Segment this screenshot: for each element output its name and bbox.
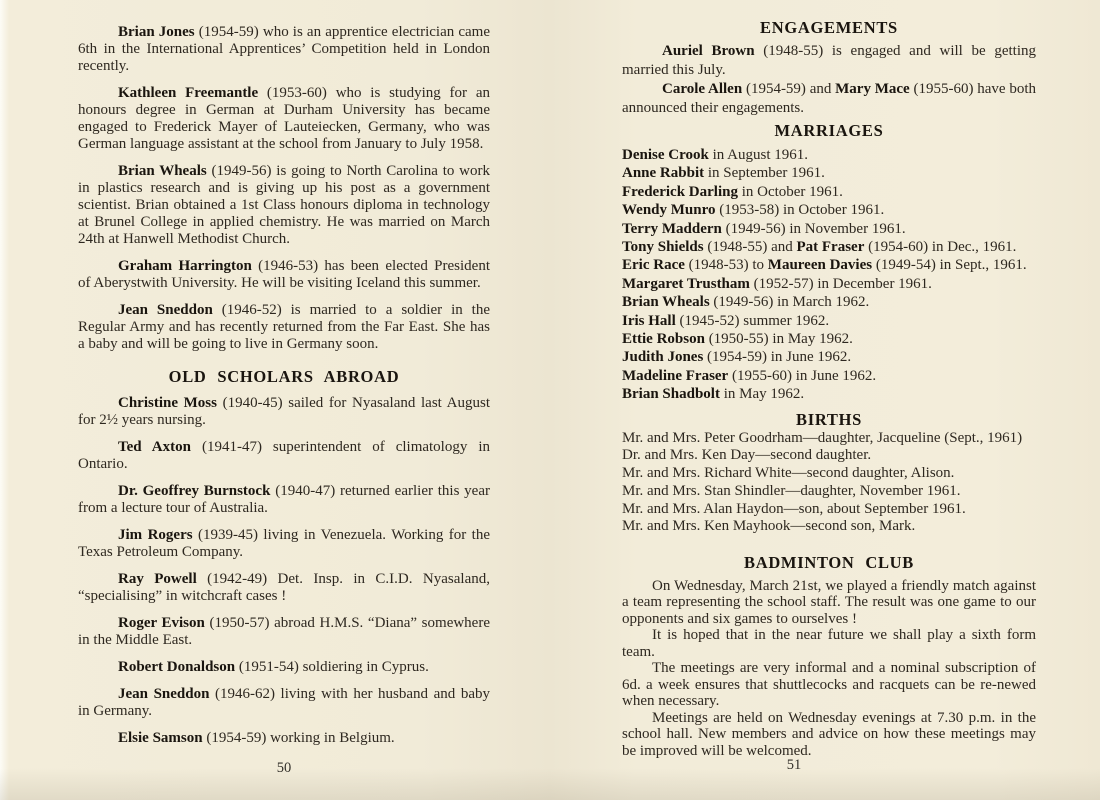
engagement-paragraph: Auriel Brown (1948-55) is engaged and will be getting married this July. <box>622 43 1036 78</box>
badminton-paragraph: On Wednesday, March 21st, we played a friendly match against a team representing the school staff. The result was one game to our opponents and six games to ourselves ! <box>622 577 1036 627</box>
badminton-paragraph: Meetings are held on Wednesday evenings at 7.30 p.m. in the school hall. New members and advice on how these meetings may be improved will be welcomed. <box>622 709 1036 759</box>
person-name: Wendy Munro <box>622 202 716 219</box>
marriage-entry: Brian Wheals (1949-56) in March 1962. <box>622 294 870 311</box>
old-scholars-abroad-section <box>78 395 490 747</box>
section-heading-births: BIRTHS <box>796 409 862 429</box>
birth-entry: Mr. and Mrs. Richard White—second daughter, Alison. <box>622 465 955 482</box>
section-heading-engagements: ENGAGEMENTS <box>760 18 898 37</box>
page-50 <box>78 24 490 757</box>
abroad-paragraph: Dr. Geoffrey Burnstock (1940-47) returned earlier this year from a lecture tour of Australia. <box>78 483 490 516</box>
person-name: Eric Race <box>622 257 685 274</box>
news-paragraph: Graham Harrington (1946-53) has been elected President of Aberystwith University. He will be visiting Iceland this summer. <box>78 258 490 291</box>
person-name: Robert Donaldson <box>118 659 236 675</box>
news-paragraph: Brian Wheals (1949-56) is going to North Carolina to work in plastics research and is giving up his post as a government scientist. Brian obtained a 1st Class honours diploma in technology at Brunel College in applied chemistry. He was married on March 24th at Hanwell Methodist Church. <box>78 163 491 247</box>
person-name: Christine Moss <box>118 395 217 411</box>
marriage-entry: Brian Shadbolt in May 1962. <box>622 386 805 403</box>
badminton-club-section <box>622 578 1036 760</box>
section-heading-badminton-club: BADMINTON CLUB <box>744 552 914 572</box>
marriage-entry: Eric Race (1948-53) to Maureen Davies (1949-54) in Sept., 1961. <box>622 257 1027 274</box>
marriage-entry: Frederick Darling in October 1961. <box>622 183 843 200</box>
person-name: Jean Sneddon <box>118 302 213 318</box>
person-name: Tony Shields <box>622 239 704 256</box>
marriage-entry: Judith Jones (1954-59) in June 1962. <box>622 349 852 366</box>
marriage-entry: Iris Hall (1945-52) summer 1962. <box>622 312 830 329</box>
abroad-paragraph: Ted Axton (1941-47) superintendent of climatology in Ontario. <box>78 439 490 472</box>
abroad-paragraph: Elsie Samson (1954-59) working in Belgium. <box>118 730 395 746</box>
person-name: Graham Harrington <box>118 258 252 274</box>
abroad-paragraph: Jean Sneddon (1946-62) living with her husband and baby in Germany. <box>78 686 490 719</box>
person-name: Elsie Samson <box>118 730 203 746</box>
person-name: Auriel Brown <box>662 43 755 59</box>
person-name: Maureen Davies <box>767 257 873 274</box>
person-name: Anne Rabbit <box>622 165 705 182</box>
page-number-right: 51 <box>786 757 802 773</box>
person-name: Roger Evison <box>118 615 205 631</box>
marriage-entry: Tony Shields (1948-55) and Pat Fraser (1954-60) in Dec., 1961. <box>622 239 1017 256</box>
news-paragraph: Brian Jones (1954-59) who is an apprentice electrician came 6th in the International Apprentices’ Competition held in London recently. <box>78 24 490 74</box>
birth-entry: Dr. and Mrs. Ken Day—second daughter. <box>622 447 872 464</box>
marriage-entry: Ettie Robson (1950-55) in May 1962. <box>622 331 853 348</box>
birth-entry: Mr. and Mrs. Ken Mayhook—second son, Mark. <box>622 518 916 535</box>
person-name: Kathleen Freemantle <box>118 85 259 101</box>
marriages-section <box>622 146 1036 404</box>
marriage-entry: Anne Rabbit in September 1961. <box>622 165 825 182</box>
person-name: Iris Hall <box>622 312 676 329</box>
person-name: Brian Wheals <box>622 294 710 311</box>
abroad-paragraph: Roger Evison (1950-57) abroad H.M.S. “Diana” somewhere in the Middle East. <box>78 615 490 648</box>
news-paragraph: Kathleen Freemantle (1953-60) who is studying for an honours degree in German at Durham University has became engaged to Frederick Mayer of Lauteiecken, Germany, who was German language assistant at the school from January to July 1958. <box>78 85 490 152</box>
abroad-paragraph: Christine Moss (1940-45) sailed for Nyasaland last August for 2½ years nursing. <box>78 395 490 428</box>
page-number-left: 50 <box>276 760 292 776</box>
person-name: Jean Sneddon <box>118 686 210 702</box>
birth-entry: Mr. and Mrs. Alan Haydon—son, about September 1961. <box>622 500 966 517</box>
section-heading-old-scholars-abroad: OLD SCHOLARS ABROAD <box>168 367 400 386</box>
person-name: Brian Shadbolt <box>622 386 720 403</box>
births-section <box>622 430 1036 536</box>
person-name: Frederick Darling <box>622 183 738 200</box>
person-name: Jim Rogers <box>118 527 193 543</box>
person-name: Mary Mace <box>835 81 910 97</box>
person-name: Dr. Geoffrey Burnstock <box>118 483 271 499</box>
section-heading-marriages: MARRIAGES <box>774 121 884 140</box>
old-scholars-news-section <box>78 24 490 353</box>
person-name: Terry Maddern <box>622 220 722 237</box>
page-51 <box>622 18 1036 759</box>
person-name: Brian Jones <box>118 24 195 40</box>
engagement-paragraph: Carole Allen (1954-59) and Mary Mace (1955-60) have both announced their engagements. <box>622 81 1036 116</box>
news-paragraph: Jean Sneddon (1946-52) is married to a soldier in the Regular Army and has recently returned from the Far East. She has a baby and will be going to live in Germany soon. <box>78 302 490 352</box>
person-name: Carole Allen <box>662 81 743 97</box>
person-name: Ettie Robson <box>622 331 705 348</box>
person-name: Denise Crook <box>622 147 709 163</box>
birth-entry: Mr. and Mrs. Stan Shindler—daughter, November 1961. <box>622 482 961 499</box>
person-name: Pat Fraser <box>796 239 865 256</box>
person-name: Margaret Trustham <box>622 275 750 292</box>
badminton-paragraph: The meetings are very informal and a nominal subscription of 6d. a week ensures that shuttlecocks and racquets can be re-newed when necessary. <box>622 660 1036 710</box>
engagements-section <box>622 42 1036 118</box>
marriage-entry: Denise Crook in August 1961. <box>622 147 808 163</box>
marriage-entry: Madeline Fraser (1955-60) in June 1962. <box>622 367 877 384</box>
abroad-paragraph: Jim Rogers (1939-45) living in Venezuela. Working for the Texas Petroleum Company. <box>78 527 490 560</box>
person-name: Ted Axton <box>118 439 191 455</box>
person-name: Judith Jones <box>622 349 704 366</box>
marriage-entry: Wendy Munro (1953-58) in October 1961. <box>622 202 885 219</box>
person-name: Madeline Fraser <box>622 367 729 384</box>
birth-entry: Mr. and Mrs. Peter Goodrham—daughter, Jacqueline (Sept., 1961) <box>622 429 1023 446</box>
abroad-paragraph: Ray Powell (1942-49) Det. Insp. in C.I.D. Nyasaland, “specialising” in witchcraft cases ! <box>78 571 490 604</box>
marriage-entry: Margaret Trustham (1952-57) in December 1961. <box>622 275 932 292</box>
badminton-paragraph: It is hoped that in the near future we shall play a sixth form team. <box>622 627 1036 660</box>
person-name: Brian Wheals <box>118 163 207 179</box>
abroad-paragraph: Robert Donaldson (1951-54) soldiering in Cyprus. <box>118 659 429 675</box>
marriage-entry: Terry Maddern (1949-56) in November 1961. <box>622 220 906 237</box>
person-name: Ray Powell <box>118 571 197 587</box>
